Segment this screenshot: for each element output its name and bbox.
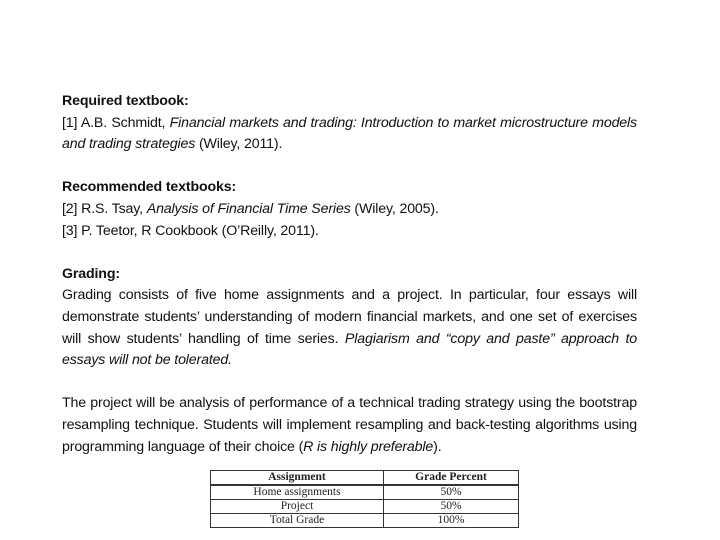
entry-author: P. Teetor, R Cookbook [77,222,218,239]
table-row [211,485,519,500]
column-header-grade-percent: Grade Percent [384,471,519,486]
grading-heading: Grading: [62,265,120,282]
entry-number: [3] [62,222,78,239]
column-header-assignment: Assignment [211,471,384,486]
recommended-textbooks-heading: Recommended textbooks: [62,179,237,196]
grading-end: . [228,352,232,369]
language-note: R is highly preferable [303,438,434,455]
percent-cell: 50% [384,485,519,500]
percent-cell: 100% [384,514,519,528]
grade-table-container [210,470,519,528]
assignment-cell: Home assignments [211,485,384,500]
assignment-cell: Total Grade [211,514,384,528]
entry-publisher: (Wiley, 2005). [350,200,439,217]
table-row [211,500,519,514]
percent-cell: 50% [384,500,519,514]
required-textbook-heading: Required textbook: [62,93,189,109]
project-paragraph [62,393,637,458]
entry-title: Financial markets and trading: Introduction to market microstructure models and trading strategies [62,114,637,153]
table-header-row [211,471,519,486]
grading-section [62,264,637,372]
assignment-cell: Project [211,500,384,514]
syllabus-document [62,91,637,458]
table-row [211,514,519,528]
entry-publisher: (Wiley, 2011). [195,136,283,153]
project-end: ). [433,438,442,455]
entry-number: [2] [62,200,78,217]
required-textbook-section [62,91,637,156]
recommended-textbooks-section [62,177,637,242]
entry-publisher: (O’Reilly, 2011). [217,222,319,239]
entry-author: R.S. Tsay, [77,200,147,217]
project-text: The project will be analysis of performance of a technical trading strategy using the bootstrap resampling technique. Students will implement resampling and back-testing algorithms using programming language of their choice ( [62,395,637,455]
entry-author: A.B. Schmidt, [77,114,170,131]
grading-paragraph [62,285,637,371]
entry-title: Analysis of Financial Time Series [146,200,351,217]
textbook-entry-1 [62,113,637,156]
textbook-entry-2 [62,199,637,221]
textbook-entry-3 [62,221,637,243]
entry-number: [1] [62,114,78,131]
project-section [62,393,637,458]
plagiarism-note: Plagiarism and “copy and paste” approach to essays will not be tolerated [62,330,637,369]
grading-text: Grading consists of five home assignments and a project. In particular, four essays will demonstrate students’ understanding of modern financial markets, and one set of exercises will show students’ handling of time series. [62,287,637,347]
grade-table [210,470,519,528]
